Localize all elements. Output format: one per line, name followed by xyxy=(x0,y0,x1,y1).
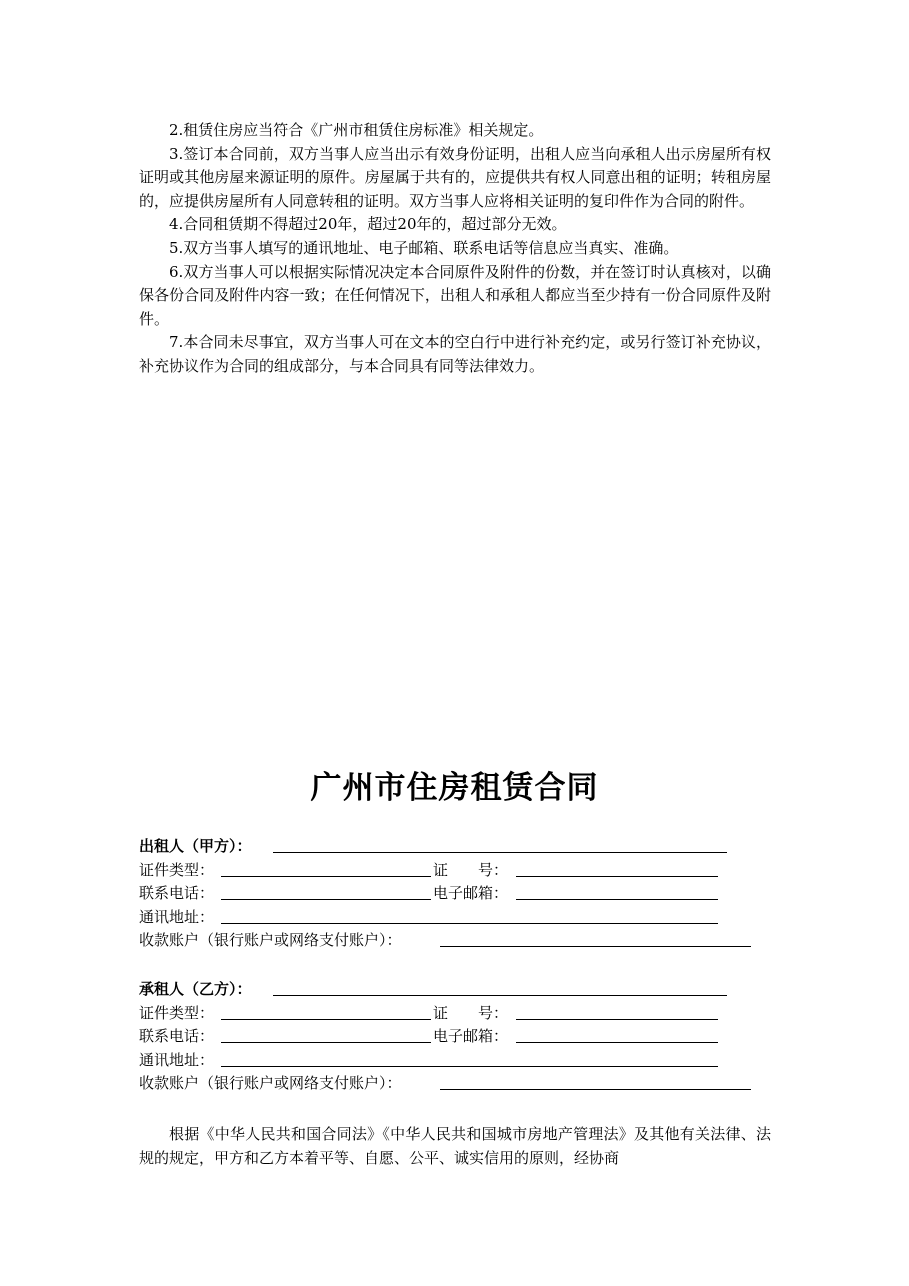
party-a-account-row xyxy=(139,929,779,953)
party-a-account-field[interactable] xyxy=(440,946,751,947)
party-a-address-field[interactable] xyxy=(221,923,718,924)
party-a-email-field[interactable] xyxy=(516,899,718,900)
note-item: 3.签订本合同前，双方当事人应当出示有效身份证明，出租人应当向承租人出示房屋所有权证明或其他房屋来源证明的原件。房屋属于共有的，应提供共有权人同意出租的证明；转租房屋的，应提供房屋所有人同意转租的证明。双方当事人应将相关证明的复印件作为合同的附件。 xyxy=(139,144,771,210)
notes-section xyxy=(139,119,771,379)
party-b-account-label: 收款账户（银行账户或网络支付账户）： xyxy=(139,1074,402,1093)
note-item: 2.租赁住房应当符合《广州市租赁住房标准》相关规定。 xyxy=(169,121,544,139)
party-b-name-field[interactable] xyxy=(273,995,727,996)
party-a-section xyxy=(139,835,779,953)
party-a-address-label: 通讯地址： xyxy=(139,907,215,926)
party-a-id-type-field[interactable] xyxy=(221,876,431,877)
party-b-email-field[interactable] xyxy=(516,1042,718,1043)
party-b-account-row xyxy=(139,1072,779,1096)
party-b-account-field[interactable] xyxy=(440,1089,751,1090)
party-a-id-no-label: 证 号： xyxy=(433,860,509,879)
party-a-name-row xyxy=(139,835,779,859)
party-a-email-label: 电子邮箱： xyxy=(433,884,509,903)
party-a-phone-field[interactable] xyxy=(221,899,431,900)
party-b-contact-row xyxy=(139,1025,779,1049)
party-b-id-type-label: 证件类型： xyxy=(139,1003,215,1022)
party-a-address-row xyxy=(139,906,779,930)
note-item: 5.双方当事人填写的通讯地址、电子邮箱、联系电话等信息应当真实、准确。 xyxy=(169,238,679,257)
note-item: 7.本合同未尽事宜，双方当事人可在文本的空白行中进行补充约定，或另行签订补充协议，补充协议作为合同的组成部分，与本合同具有同等法律效力。 xyxy=(139,333,771,375)
party-a-name-field[interactable] xyxy=(273,852,727,853)
party-a-account-label: 收款账户（银行账户或网络支付账户）： xyxy=(139,931,402,950)
party-b-address-row xyxy=(139,1049,779,1073)
party-a-name-label: 出租人（甲方）： xyxy=(139,837,252,855)
party-b-address-label: 通讯地址： xyxy=(139,1050,215,1069)
party-b-id-no-field[interactable] xyxy=(516,1019,718,1020)
party-b-id-row xyxy=(139,1002,779,1026)
party-b-name-row xyxy=(139,978,779,1002)
party-b-phone-label: 联系电话： xyxy=(139,1027,215,1046)
preamble-paragraph: 根据《中华人民共和国合同法》《中华人民共和国城市房地产管理法》及其他有关法律、法规的规定，甲方和乙方本着平等、自愿、公平、诚实信用的原则，经协商 xyxy=(139,1125,771,1167)
party-b-id-type-field[interactable] xyxy=(221,1019,431,1020)
party-b-section xyxy=(139,978,779,1096)
party-b-address-field[interactable] xyxy=(221,1066,718,1067)
party-a-id-no-field[interactable] xyxy=(516,876,718,877)
party-a-phone-label: 联系电话： xyxy=(139,884,215,903)
party-a-id-row xyxy=(139,859,779,883)
note-item: 6.双方当事人可以根据实际情况决定本合同原件及附件的份数，并在签订时认真核对，以确保各份合同及附件内容一致；在任何情况下，出租人和承租人都应当至少持有一份合同原件及附件。 xyxy=(139,262,771,328)
party-b-name-label: 承租人（乙方）： xyxy=(139,980,252,998)
party-a-id-type-label: 证件类型： xyxy=(139,860,215,879)
party-a-contact-row xyxy=(139,882,779,906)
note-item: 4.合同租赁期不得超过20年，超过20年的，超过部分无效。 xyxy=(169,215,567,234)
party-b-id-no-label: 证 号： xyxy=(433,1003,509,1022)
party-b-email-label: 电子邮箱： xyxy=(433,1027,509,1046)
contract-title: 广州市住房租赁合同 xyxy=(310,770,599,806)
party-b-phone-field[interactable] xyxy=(221,1042,431,1043)
